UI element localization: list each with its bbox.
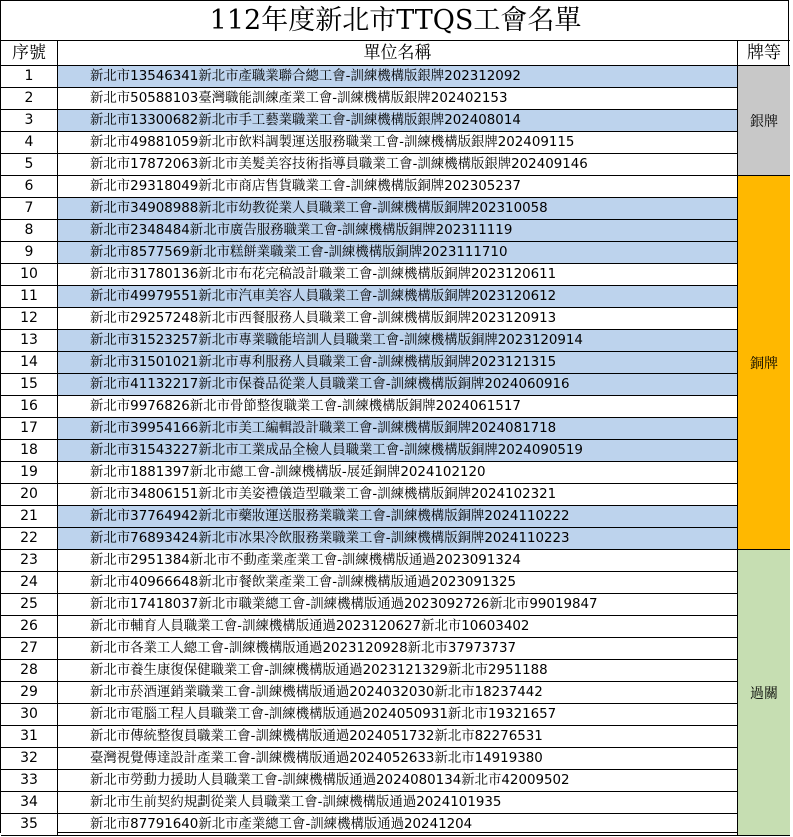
table-row — [1, 352, 738, 374]
table-row — [1, 374, 738, 396]
unit-name-cell: 新北市菸酒運銷業職業工會-訓練機構版通過2024032030新北市18237442 — [58, 682, 738, 703]
table-row — [1, 198, 738, 220]
table-row — [1, 396, 738, 418]
unit-name-cell: 新北市31543227新北市工業成品全檢人員職業工會-訓練機構版銅牌2024090519 — [58, 440, 738, 461]
table-row — [1, 792, 738, 814]
unit-name-cell: 新北市17872063新北市美髮美容技術指導員職業工會-訓練機構版銀牌202409146 — [58, 154, 738, 175]
row-number: 29 — [1, 682, 58, 703]
unit-name-cell: 新北市各業工人總工會-訓練機構版通過2023120928新北市37973737 — [58, 638, 738, 659]
unit-name-cell: 新北市13300682新北市手工藝業職業工會-訓練機構版銀牌202408014 — [58, 110, 738, 131]
grade-cell — [738, 66, 790, 176]
row-number: 30 — [1, 704, 58, 725]
unit-name-cell: 新北市39954166新北市美工編輯設計職業工會-訓練機構版銅牌2024081718 — [58, 418, 738, 439]
table-row — [1, 660, 738, 682]
grade-cell — [738, 550, 790, 836]
unit-name-cell: 新北市41132217新北市保養品從業人員職業工會-訓練機構版銅牌2024060916 — [58, 374, 738, 395]
row-number: 19 — [1, 462, 58, 483]
table-row — [1, 506, 738, 528]
row-number: 18 — [1, 440, 58, 461]
table-row — [1, 286, 738, 308]
unit-name-cell: 新北市17418037新北市職業總工會-訓練機構版通過2023092726新北市99019847 — [58, 594, 738, 615]
row-number: 6 — [1, 176, 58, 197]
unit-name-cell: 新北市29318049新北市商店售貨職業工會-訓練機構版銅牌202305237 — [58, 176, 738, 197]
row-number: 13 — [1, 330, 58, 351]
table-row — [1, 176, 738, 198]
table-row — [1, 594, 738, 616]
table-row — [1, 154, 738, 176]
table-row — [1, 550, 738, 572]
table-row — [1, 748, 738, 770]
unit-name-cell: 新北市49881059新北市飲料調製運送服務職業工會-訓練機構版銀牌202409115 — [58, 132, 738, 153]
unit-name-cell: 新北市電腦工程人員職業工會-訓練機構版通過2024050931新北市19321657 — [58, 704, 738, 725]
row-number: 22 — [1, 528, 58, 549]
unit-name-cell: 新北市1881397新北市總工會-訓練機構版-展延銅牌2024102120 — [58, 462, 738, 483]
table-row — [1, 528, 738, 550]
unit-name-cell: 新北市勞動力援助人員職業工會-訓練機構版通過2024080134新北市42009502 — [58, 770, 738, 791]
table-row — [1, 88, 738, 110]
page-title: 112年度新北市TTQS工會名單 — [1, 1, 790, 41]
row-number: 27 — [1, 638, 58, 659]
unit-name-cell: 新北市養生康復保健職業工會-訓練機構版通過2023121329新北市2951188 — [58, 660, 738, 681]
row-number: 34 — [1, 792, 58, 813]
table-row — [1, 462, 738, 484]
grade-label: 過關 — [750, 685, 778, 702]
row-number: 24 — [1, 572, 58, 593]
table-row — [1, 572, 738, 594]
unit-name-cell: 新北市31523257新北市專業職能培訓人員職業工會-訓練機構版銅牌2023120914 — [58, 330, 738, 351]
row-number: 35 — [1, 814, 58, 835]
row-number: 23 — [1, 550, 58, 571]
unit-name-cell: 新北市13546341新北市產職業聯合總工會-訓練機構版銀牌202312092 — [58, 66, 738, 87]
row-number: 16 — [1, 396, 58, 417]
table-row — [1, 814, 738, 836]
row-number: 14 — [1, 352, 58, 373]
row-number: 3 — [1, 110, 58, 131]
table-row — [1, 616, 738, 638]
table-row — [1, 110, 738, 132]
header-grade: 牌等 — [738, 41, 790, 66]
unit-name-cell: 新北市輔育人員職業工會-訓練機構版通過2023120627新北市10603402 — [58, 616, 738, 637]
unit-name-cell: 新北市2348484新北市廣告服務職業工會-訓練機構版銅牌202311119 — [58, 220, 738, 241]
row-number: 20 — [1, 484, 58, 505]
row-number: 21 — [1, 506, 58, 527]
row-number: 2 — [1, 88, 58, 109]
grade-label: 銅牌 — [750, 355, 778, 372]
grade-cell — [738, 176, 790, 550]
unit-name-cell: 新北市傳統整復員職業工會-訓練機構版通過2024051732新北市82276531 — [58, 726, 738, 747]
table-row — [1, 264, 738, 286]
row-number: 5 — [1, 154, 58, 175]
row-number: 4 — [1, 132, 58, 153]
unit-name-cell: 新北市生前契約規劃從業人員職業工會-訓練機構版通過2024101935 — [58, 792, 738, 813]
unit-name-cell: 新北市31501021新北市專利服務人員職業工會-訓練機構版銅牌2023121315 — [58, 352, 738, 373]
row-number: 26 — [1, 616, 58, 637]
row-number: 9 — [1, 242, 58, 263]
unit-name-cell: 新北市50588103臺灣職能訓練產業工會-訓練機構版銀牌202402153 — [58, 88, 738, 109]
unit-name-cell: 新北市34806151新北市美姿禮儀造型職業工會-訓練機構版銅牌2024102321 — [58, 484, 738, 505]
table-row — [1, 132, 738, 154]
row-number: 1 — [1, 66, 58, 87]
table-row — [1, 682, 738, 704]
table-row — [1, 704, 738, 726]
table-row — [1, 308, 738, 330]
unit-name-cell: 新北市87791640新北市產業總工會-訓練機構版通過20241204 — [58, 814, 738, 835]
grade-label: 銀牌 — [750, 113, 778, 130]
unit-name-cell: 新北市34908988新北市幼教從業人員職業工會-訓練機構版銅牌202310058 — [58, 198, 738, 219]
row-number: 33 — [1, 770, 58, 791]
unit-name-cell: 新北市76893424新北市冰果冷飲服務業職業工會-訓練機構版銅牌2024110223 — [58, 528, 738, 549]
row-number: 12 — [1, 308, 58, 329]
table-row — [1, 242, 738, 264]
unit-name-cell: 新北市9976826新北市骨節整復職業工會-訓練機構版銅牌2024061517 — [58, 396, 738, 417]
table-row — [1, 484, 738, 506]
unit-name-cell: 新北市37764942新北市藥妝運送服務業職業工會-訓練機構版銅牌2024110222 — [58, 506, 738, 527]
header-unit: 單位名稱 — [58, 41, 738, 66]
row-number: 7 — [1, 198, 58, 219]
row-number: 10 — [1, 264, 58, 285]
row-number: 8 — [1, 220, 58, 241]
row-number: 28 — [1, 660, 58, 681]
unit-name-cell: 新北市31780136新北市布花完稿設計職業工會-訓練機構版銅牌2023120611 — [58, 264, 738, 285]
table-row — [1, 418, 738, 440]
row-number: 25 — [1, 594, 58, 615]
table-row — [1, 770, 738, 792]
table-row — [1, 440, 738, 462]
row-number: 32 — [1, 748, 58, 769]
row-number: 11 — [1, 286, 58, 307]
unit-name-cell: 新北市29257248新北市西餐服務人員職業工會-訓練機構版銅牌2023120913 — [58, 308, 738, 329]
table-row — [1, 330, 738, 352]
unit-name-cell: 新北市2951384新北市不動產業產業工會-訓練機構版通過2023091324 — [58, 550, 738, 571]
table-row — [1, 66, 738, 88]
header-seq: 序號 — [1, 41, 58, 66]
unit-name-cell: 新北市40966648新北市餐飲業產業工會-訓練機構版通過2023091325 — [58, 572, 738, 593]
row-number: 31 — [1, 726, 58, 747]
table-row — [1, 638, 738, 660]
row-number: 17 — [1, 418, 58, 439]
row-number: 15 — [1, 374, 58, 395]
unit-name-cell: 臺灣視覺傳達設計產業工會-訓練機構版通過2024052633新北市14919380 — [58, 748, 738, 769]
unit-name-cell: 新北市49979551新北市汽車美容人員職業工會-訓練機構版銅牌2023120612 — [58, 286, 738, 307]
table-row — [1, 726, 738, 748]
table-row — [1, 220, 738, 242]
unit-name-cell: 新北市8577569新北市糕餅業職業工會-訓練機構版銅牌2023111710 — [58, 242, 738, 263]
